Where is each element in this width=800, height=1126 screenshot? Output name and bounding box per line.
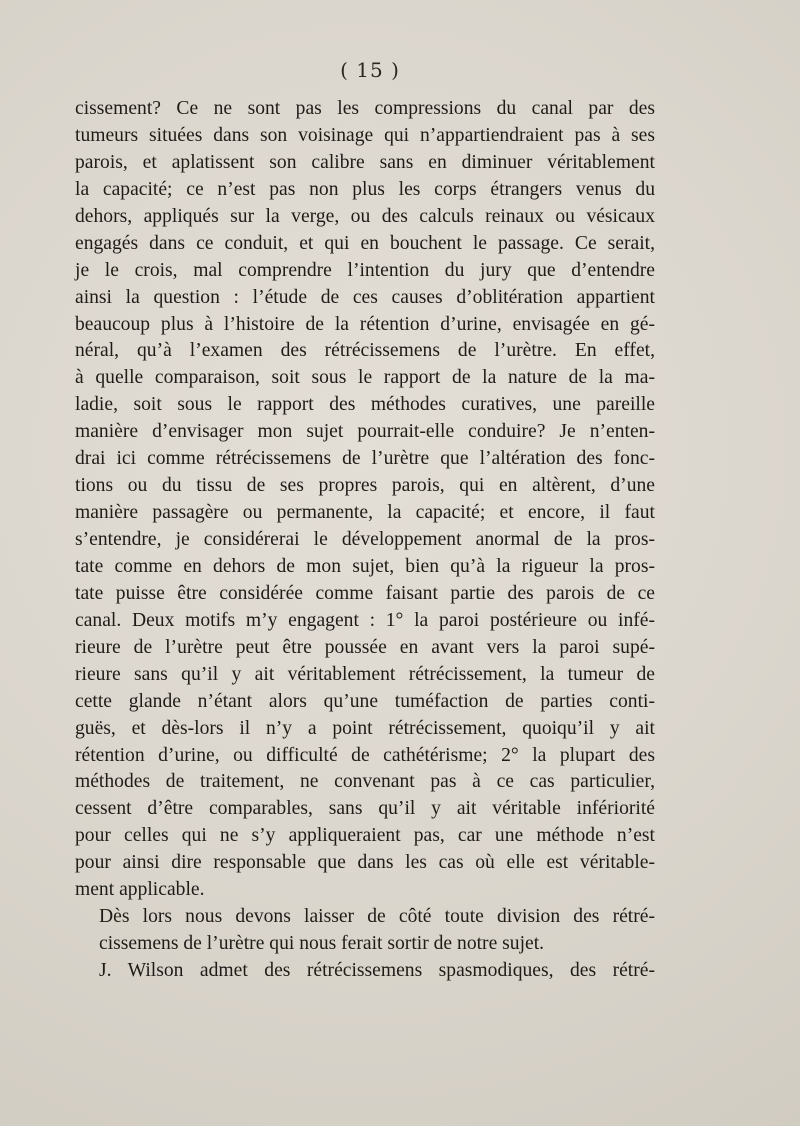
text-line: pour celles qui ne s’y appliqueraient pas, car une méthode n’est [75,825,655,847]
text-line: rétention d’urine, ou difficulté de cathétérisme; 2° la plupart des [75,744,655,766]
text-line: s’entendre, je considérerai le développement anormal de la pros- [75,529,655,550]
text-line: guës, et dès-lors il n’y a point rétrécissement, quoiqu’il y ait [75,717,655,739]
text-line: rieure sans qu’il y ait véritablement rétrécissement, la tumeur de [75,663,655,685]
text-line: cissement? Ce ne sont pas les compressions du canal par des [75,98,655,119]
text-line: ment applicable. [75,879,205,901]
text-line: la capacité; ce n’est pas non plus les corps étrangers venus du [75,178,655,200]
text-line: tate comme en dehors de mon sujet, bien qu’à la rigueur la pros- [75,555,655,577]
text-line: tions ou du tissu de ses propres parois, qui en altèrent, d’une [75,475,655,497]
text-line: manière d’envisager mon sujet pourrait-elle conduire? Je n’enten- [75,421,655,443]
text-line: canal. Deux motifs m’y engagent : 1° la paroi postérieure ou infé- [75,609,655,631]
text-line: dehors, appliqués sur la verge, ou des calculs reinaux ou vésicaux [75,205,655,227]
text-line: cissemens de l’urètre qui nous ferait sortir de notre sujet. [99,933,545,955]
text-line: méthodes de traitement, ne convenant pas à ce cas particulier, [75,771,655,793]
text-line: tumeurs situées dans son voisinage qui n’appartiendraient pas à ses [75,124,655,146]
text-line: ainsi la question : l’étude de ces causes d’oblitération appartient [75,286,655,308]
text-line: néral, qu’à l’examen des rétrécissemens de l’urètre. En effet, [75,340,655,362]
text-line: rieure de l’urètre peut être poussée en avant vers la paroi supé- [75,636,655,658]
text-line: à quelle comparaison, soit sous le rapport de la nature de la ma- [75,367,655,389]
page-number: ( 15 ) [340,58,400,82]
text-line: ladie, soit sous le rapport des méthodes curatives, une pareille [75,394,655,416]
text-line: Dès lors nous devons laisser de côté toute division des rétré- [99,906,655,928]
text-line: drai ici comme rétrécissemens de l’urètre que l’altération des fonc- [75,448,655,470]
text-line: tate puisse être considérée comme faisant partie des parois de ce [75,582,655,604]
text-line: engagés dans ce conduit, et qui en bouchent le passage. Ce serait, [75,232,655,254]
text-line: parois, et aplatissent son calibre sans en diminuer véritablement [75,151,655,173]
text-line: beaucoup plus à l’histoire de la rétention d’urine, envisagée en gé- [75,313,655,335]
text-line: manière passagère ou permanente, la capacité; et encore, il faut [75,502,655,524]
text-line: cessent d’être comparables, sans qu’il y ait véritable infériorité [75,798,655,820]
body-text [75,96,655,985]
text-line: J. Wilson admet des rétrécissemens spasmodiques, des rétré- [99,960,655,981]
text-line: cette glande n’étant alors qu’une tuméfaction de parties conti- [75,690,655,712]
text-line: je le crois, mal comprendre l’intention du jury que d’entendre [75,259,655,281]
text-line: pour ainsi dire responsable que dans les cas où elle est véritable- [75,852,655,874]
